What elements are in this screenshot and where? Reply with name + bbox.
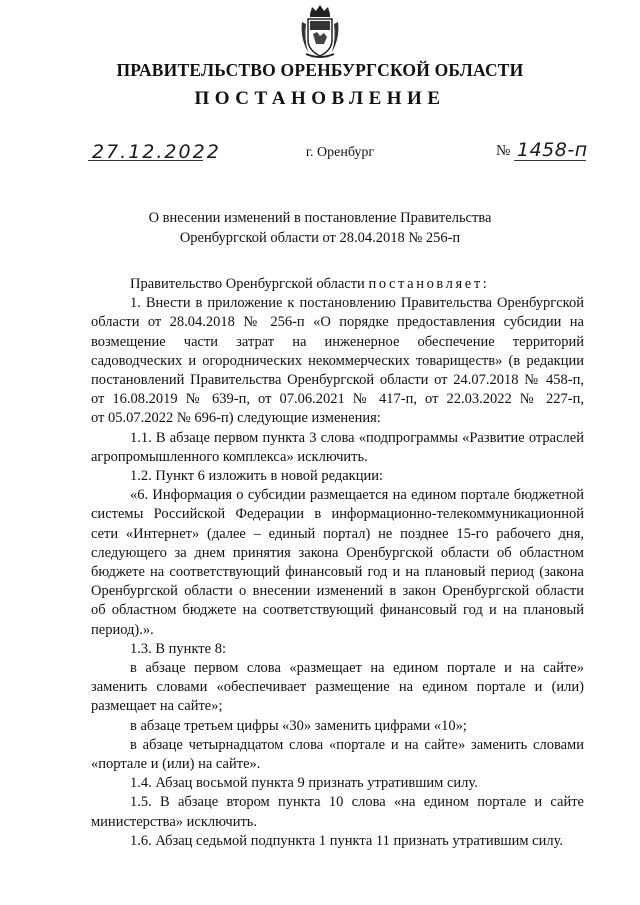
document-subject <box>0 208 640 248</box>
text-line: от 16.08.2019 № 639-п, от 07.06.2021 № 417-п, от 22.03.2022 № 227-п, <box>91 391 584 408</box>
text-line: 1.1. В абзаце первом пункта 3 слова «подпрограммы «Развитие отраслей <box>130 429 584 446</box>
text-line: постановлений Правительства Оренбургской области от 24.07.2018 № 458-п, <box>91 372 584 389</box>
text-line: в абзаце четырнадцатом слова «портале и на сайте» заменить словами <box>130 736 584 753</box>
text-line: сети «Интернет» (далее – единый портал) не позднее 15-го рабочего дня, <box>91 525 584 542</box>
text-line: 1.5. В абзаце втором пункта 10 слова «на едином портале и сайте <box>130 794 584 811</box>
number-sign: № <box>496 143 511 159</box>
text-line: «6. Информация о субсидии размещается на едином портале бюджетной <box>130 487 584 504</box>
subject-line: О внесении изменений в постановление Правительства <box>148 210 492 226</box>
subject-line: Оренбургской области от 28.04.2018 № 256-п <box>179 230 461 246</box>
intro-paragraph <box>91 275 584 294</box>
text-line: агропромышленного комплекса» исключить. <box>91 448 368 465</box>
text-line: следующего за днем принятия закона Оренбургской области об областном <box>91 544 584 561</box>
paragraph-1-3-c <box>91 736 584 774</box>
text-line: 1. Внести в приложение к постановлению Правительства Оренбургской <box>130 295 584 312</box>
text-line: в абзаце первом слова «размещает на едином портале и на сайте» <box>130 660 584 677</box>
paragraph-1 <box>91 294 584 428</box>
text-line: заменить словами «обеспечивает размещение на едином портале и (или) <box>91 679 584 696</box>
intro-keyword: постановляет: <box>368 276 490 292</box>
text-line: «портале и (или) на сайте». <box>91 756 261 773</box>
date-underline <box>88 160 203 161</box>
paragraph-1-3-a <box>91 659 584 717</box>
document-number: 1458-п <box>517 139 588 161</box>
document-body <box>91 275 584 851</box>
text-line: садоводческих и огороднических некоммерческих товариществ» (в редакции <box>91 352 584 369</box>
text-line: системы Российской Федерации в информационно-телекоммуникационной <box>91 506 584 523</box>
text-line: области от 28.04.2018 № 256-п «О порядке предоставления субсидии на <box>91 314 584 331</box>
text-line: период).». <box>91 621 154 638</box>
paragraph-1-4: 1.4. Абзац восьмой пункта 9 признать утратившим силу. <box>130 775 478 792</box>
paragraph-1-3: 1.3. В пункте 8: <box>130 640 226 657</box>
intro-text: Правительство Оренбургской области <box>130 276 369 292</box>
text-line: возмещение части затрат на инженерное обеспечение территорий <box>91 333 584 350</box>
document-type: ПОСТАНОВЛЕНИЕ <box>194 88 446 109</box>
document-city: г. Оренбург <box>305 145 375 160</box>
paragraph-1-1 <box>91 429 584 467</box>
text-line: размещает на сайте»; <box>91 698 223 715</box>
number-underline <box>514 160 586 161</box>
text-line: Оренбургской области о внесении изменений в закон Оренбургской области <box>91 583 584 600</box>
paragraph-6-new-text <box>91 486 584 640</box>
paragraph-1-6: 1.6. Абзац седьмой подпункта 1 пункта 11 признать утратившим силу. <box>130 832 564 849</box>
text-line: бюджете на соответствующий финансовый год и на плановый период (закона <box>91 564 584 581</box>
text-line: от 05.07.2022 № 696-п) следующие изменения: <box>91 410 381 427</box>
orenburg-coat-of-arms-icon <box>298 4 342 60</box>
text-line: об областном бюджете на соответствующий финансовый год и на плановый <box>91 602 584 619</box>
government-name: ПРАВИТЕЛЬСТВО ОРЕНБУРГСКОЙ ОБЛАСТИ <box>116 60 524 80</box>
document-date: 27.12.2022 <box>92 141 221 163</box>
paragraph-1-2: 1.2. Пункт 6 изложить в новой редакции: <box>130 468 384 485</box>
text-line: министерства» исключить. <box>91 813 258 830</box>
paragraph-1-3-b: в абзаце третьем цифры «30» заменить цифрами «10»; <box>130 717 467 734</box>
paragraph-1-5 <box>91 793 584 831</box>
